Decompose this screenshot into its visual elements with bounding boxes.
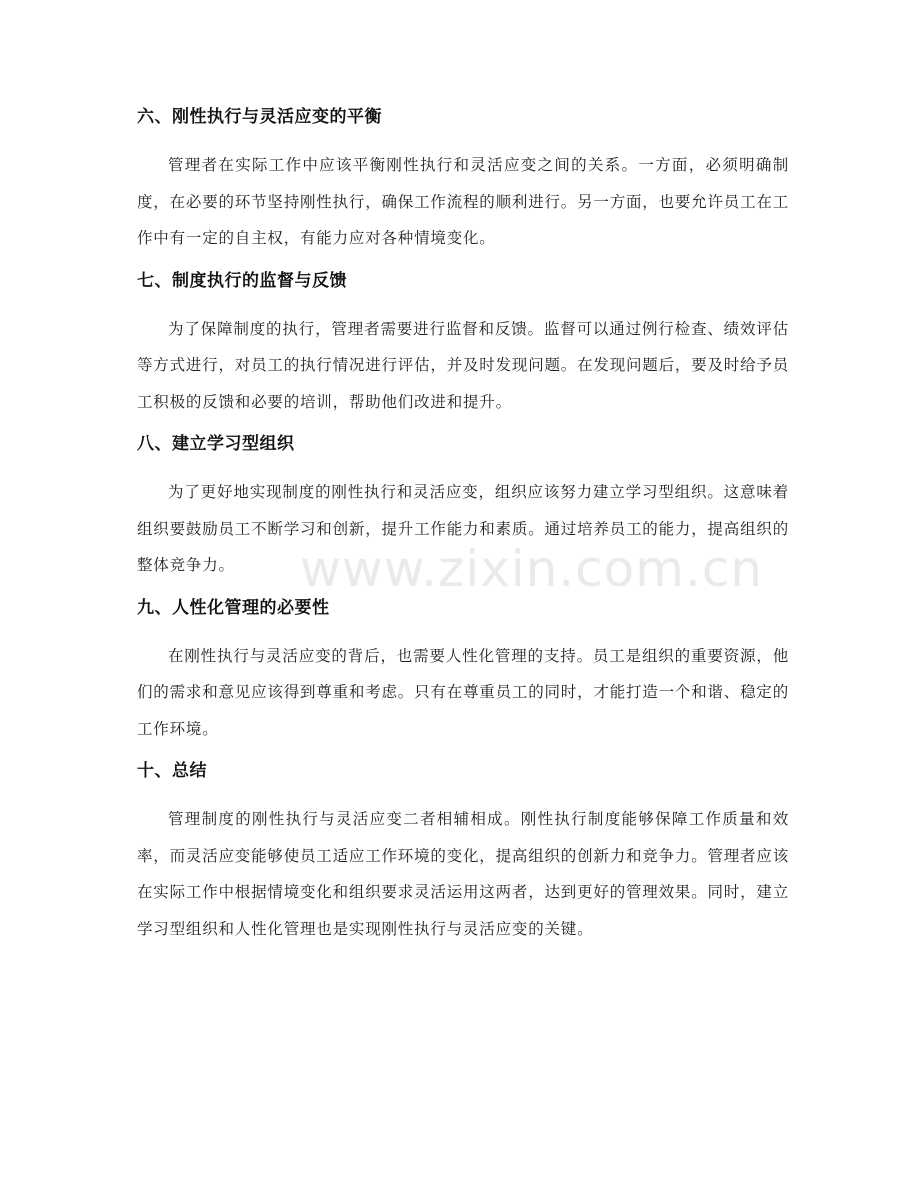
section-10 <box>137 758 789 947</box>
section-6 <box>137 104 789 257</box>
section-heading: 六、刚性执行与灵活应变的平衡 <box>137 107 382 127</box>
section-paragraph: 为了更好地实现制度的刚性执行和灵活应变，组织应该努力建立学习型组织。这意味着组织要鼓励员工不断学习和创新，提升工作能力和素质。通过培养员工的能力，提高组织的整体竞争力。 <box>137 483 790 574</box>
section-heading: 九、人性化管理的必要性 <box>137 597 330 618</box>
section-paragraph: 在刚性执行与灵活应变的背后，也需要人性化管理的支持。员工是组织的重要资源，他们的需求和意见应该得到尊重和考虑。只有在尊重员工的同时，才能打造一个和谐、稳定的工作环境。 <box>137 646 790 738</box>
section-9 <box>137 595 789 748</box>
section-heading: 七、制度执行的监督与反馈 <box>137 270 347 291</box>
section-7 <box>137 268 789 421</box>
document-content <box>137 104 789 958</box>
section-heading: 十、总结 <box>137 761 207 781</box>
section-heading: 八、建立学习型组织 <box>137 434 295 454</box>
watermark: www.zixin.com.cn <box>300 540 764 598</box>
section-paragraph: 管理者在实际工作中应该平衡刚性执行和灵活应变之间的关系。一方面，必须明确制度，在必要的环节坚持刚性执行，确保工作流程的顺利进行。另一方面，也要允许员工在工作中有一定的自主权，有能力应对各种情境变化。 <box>137 156 790 247</box>
section-8 <box>137 431 789 584</box>
section-paragraph: 管理制度的刚性执行与灵活应变二者相辅相成。刚性执行制度能够保障工作质量和效率，而灵活应变能够使员工适应工作环境的变化，提高组织的创新力和竞争力。管理者应该在实际工作中根据情境变化和组织要求灵活运用这两者，达到更好的管理效果。同时，建立学习型组织和人性化管理也是实现刚性执行与灵活应变的关键。 <box>137 810 790 938</box>
section-paragraph: 为了保障制度的执行，管理者需要进行监督和反馈。监督可以通过例行检查、绩效评估等方式进行，对员工的执行情况进行评估，并及时发现问题。在发现问题后，要及时给予员工积极的反馈和必要的培训，帮助他们改进和提升。 <box>137 319 790 411</box>
